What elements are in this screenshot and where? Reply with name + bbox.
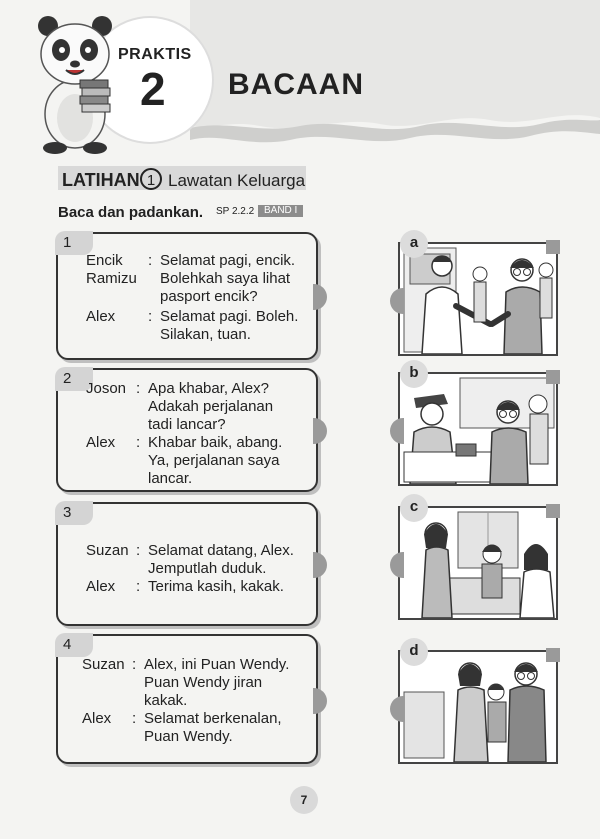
sp-code: SP 2.2.2 — [216, 206, 255, 217]
dialog-line: Ya, perjalanan saya — [148, 452, 280, 469]
speaker: Alex — [86, 578, 116, 595]
corner-mark — [546, 370, 560, 384]
dialog-box-3 — [56, 502, 318, 626]
match-dot[interactable] — [313, 284, 327, 310]
colon: : — [132, 656, 137, 673]
match-dot[interactable] — [390, 552, 404, 578]
picture-letter: c — [400, 494, 428, 522]
dialog-line: Jemputlah duduk. — [148, 560, 267, 577]
picture-d — [398, 642, 558, 764]
page-title: BACAAN — [228, 68, 364, 101]
picture-a — [398, 234, 558, 356]
dialog-box-4 — [56, 634, 318, 764]
match-dot[interactable] — [390, 696, 404, 722]
speaker: Ramizu — [86, 270, 137, 287]
speaker: Suzan — [82, 656, 125, 673]
dialog-line: pasport encik? — [160, 288, 258, 305]
band-badge: BAND I — [258, 205, 303, 217]
dialog-line: tadi lancar? — [148, 416, 226, 433]
dialog-line: Alex, ini Puan Wendy. — [144, 656, 290, 673]
dialog-number: 3 — [55, 501, 93, 525]
corner-mark — [546, 504, 560, 518]
latihan-number: 1 — [140, 168, 162, 190]
dialog-box-1 — [56, 232, 318, 360]
dialog-number: 1 — [55, 231, 93, 255]
instruction-text: Baca dan padankan. — [58, 204, 204, 221]
dialog-line: Adakah perjalanan — [148, 398, 274, 415]
praktis-label: PRAKTIS — [118, 46, 192, 63]
dialog-line: Puan Wendy jiran — [144, 674, 263, 691]
dialog-line: Apa khabar, Alex? — [148, 380, 269, 397]
corner-mark — [546, 240, 560, 254]
colon: : — [148, 308, 153, 325]
dialog-number: 2 — [55, 367, 93, 391]
picture-b — [398, 364, 558, 486]
picture-letter: b — [400, 360, 428, 388]
match-dot[interactable] — [313, 552, 327, 578]
officer-checking-passport-icon — [400, 374, 556, 484]
colon: : — [136, 434, 141, 451]
dialog-line: Selamat datang, Alex. — [148, 542, 294, 559]
picture-c — [398, 498, 558, 620]
introduction-to-neighbour-icon — [400, 652, 556, 762]
picture-letter: d — [400, 638, 428, 666]
colon: : — [136, 380, 141, 397]
match-dot[interactable] — [313, 418, 327, 444]
dialog-line: Puan Wendy. — [144, 728, 233, 745]
dialog-line: Selamat pagi, encik. — [160, 252, 296, 269]
latihan-title: Lawatan Keluarga — [168, 171, 306, 190]
speaker: Suzan — [86, 542, 129, 559]
speaker: Encik — [86, 252, 123, 269]
colon: : — [136, 578, 141, 595]
colon: : — [136, 542, 141, 559]
colon: : — [132, 710, 137, 727]
dialog-line: Selamat berkenalan, — [144, 710, 282, 727]
speaker: Alex — [86, 434, 116, 451]
praktis-number: 2 — [140, 63, 166, 115]
welcome-in-living-room-icon — [400, 508, 556, 618]
colon: : — [148, 252, 153, 269]
dialog-line: lancar. — [148, 470, 193, 487]
match-dot[interactable] — [390, 288, 404, 314]
handshake-at-door-icon — [400, 244, 556, 354]
match-dot[interactable] — [390, 418, 404, 444]
picture-letter: a — [400, 230, 428, 258]
match-dot[interactable] — [313, 688, 327, 714]
page-number: 7 — [290, 786, 318, 814]
dialog-number: 4 — [55, 633, 93, 657]
dialog-line: kakak. — [144, 692, 188, 709]
speaker: Joson — [86, 380, 127, 397]
dialog-line: Silakan, tuan. — [160, 326, 251, 343]
corner-mark — [546, 648, 560, 662]
panda-holding-books-icon — [30, 14, 120, 154]
dialog-line: Terima kasih, kakak. — [148, 578, 284, 595]
speaker: Alex — [82, 710, 112, 727]
dialog-line: Khabar baik, abang. — [148, 434, 283, 451]
speaker: Alex — [86, 308, 116, 325]
dialog-box-2 — [56, 368, 318, 492]
dialog-line: Bolehkah saya lihat — [160, 270, 291, 287]
dialog-line: Selamat pagi. Boleh. — [160, 308, 299, 325]
latihan-label: LATIHAN — [62, 170, 140, 190]
